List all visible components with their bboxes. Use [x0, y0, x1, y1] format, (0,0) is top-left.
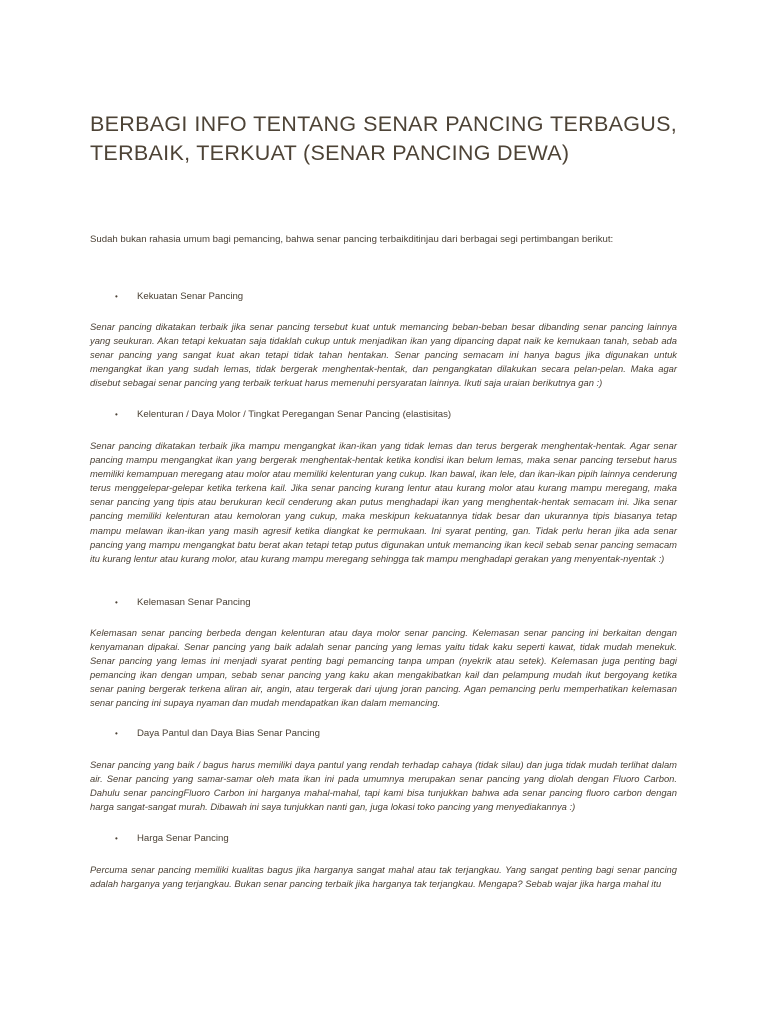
- section-heading-text: Kelemasan Senar Pancing: [137, 597, 251, 608]
- section-heading-kelemasan: [115, 596, 251, 609]
- section-paragraph-kelemasan: Kelemasan senar pancing berbeda dengan kelenturan atau daya molor senar pancing. Kelemasan senar pancing ini berkaitan dengan kenyamanan dipakai. Senar pancing yang baik adalah senar pancing yang lemas yaitu tidak kaku seperti kawat, tidak mudah menekuk. Senar pancing yang lemas ini menjadi syarat penting bagi pemancing tanpa umpan (nyekrik atau setek). Kelemasan juga penting bagi pemancing ikan dengan umpan, sebab senar pancing yang kaku akan mengakibatkan kail dan pelampung mudah ikut bergoyang ketika senar paning bergerak terkena aliran air, angin, atau tergerak dari ujung joran pancing. Agan pemancing perlu memperhatikan kelemasan senar pancing ini supaya nyaman dan mudah mendapatkan ikan dalam memancing.: [90, 627, 677, 709]
- bullet-icon: •: [115, 292, 118, 301]
- section-paragraph-daya-pantul: Senar pancing yang baik / bagus harus memiliki daya pantul yang rendah terhadap cahaya (tidak silau) dan juga tidak mudah terlihat dalam air. Senar pancing yang samar-samar oleh mata ikan ini pada umumnya merupakan senar pancing yang diolah dengan Fluoro Carbon. Dahulu senar pancingFluoro Carbon ini harganya mahal-mahal, tapi kami bisa tunjukkan bahwa ada senar pancing fluoro carbon dengan harga sangat-sangat murah. Dibawah ini saya tunjukkan nanti gan, juga lokasi toko pancing yang menyediakannya :): [90, 759, 677, 813]
- section-paragraph-kekuatan: Senar pancing dikatakan terbaik jika senar pancing tersebut kuat untuk memancing beban-beban besar dibanding senar pancing lainnya yang seukuran. Akan tetapi kekuatan saja tidaklah cukup untuk menjadikan ikan yang dipancing dapat naik ke kemukaan tanah, sebab ada senar pancing yang sangat kuat akan tetapi tidak tahan hentakan. Senar pancing semacam ini hanya bagus jika digunakan untuk mengangkat ikan yang sudah lemas, tidak bergerak menghentak-hentak, dan pengangkatan dilakukan secara pelan-pelan. Maka agar disebut sebagai senar pancing yang terbaik terkuat harus memenuhi persyaratan lainnya. Ikuti saja uraian berikutnya gan :): [90, 321, 677, 389]
- section-heading-text: Daya Pantul dan Daya Bias Senar Pancing: [137, 728, 320, 739]
- section-heading-text: Kekuatan Senar Pancing: [137, 291, 244, 302]
- bullet-icon: •: [115, 729, 118, 738]
- bullet-icon: •: [115, 410, 118, 419]
- bullet-icon: •: [115, 834, 118, 843]
- section-paragraph-harga: Percuma senar pancing memiliki kualitas bagus jika harganya sangat mahal atau tak terjangkau. Yang sangat penting bagi senar pancing adalah harganya yang terjangkau. Bukan senar pancing terbaik jika harganya tak terjangkau. Mengapa? Sebab wajar jika harga mahal itu: [90, 864, 677, 890]
- bullet-icon: •: [115, 598, 118, 607]
- section-heading-kekuatan: [115, 290, 243, 303]
- section-heading-kelenturan: [115, 408, 451, 421]
- document-title: BERBAGI INFO TENTANG SENAR PANCING TERBAGUS, TERBAIK, TERKUAT (SENAR PANCING DEWA): [90, 112, 677, 165]
- section-heading-text: Kelenturan / Daya Molor / Tingkat Peregangan Senar Pancing (elastisitas): [137, 409, 452, 420]
- section-paragraph-kelenturan: Senar pancing dikatakan terbaik jika mampu mengangkat ikan-ikan yang tidak lemas dan terus bergerak menghentak-hentak. Agar senar pancing mampu mengangkat ikan yang bergerak menghentak-hentak ketika kondisi ikan belum lemas, maka senar pancing tersebut harus memiliki kemampuan meregang atau molor atau memiliki kelenturan yang cukup. Ikan bawal, ikan lele, dan ikan-ikan pipih lainnya cenderung terus menggelepar-gelepar ketika terkena kail. Jika senar pancing kurang lentur atau kurang molor atau kurang mampu meregang, maka senar pancing yang tipis atau berukuran kecil cenderung akan putus menghadapi ikan yang menghentak-hentak semacam ini. Jika senar pancing memiliki kelenturan atau kemoloran yang cukup, maka meskipun kekuatannya tidak besar dan ukurannya tipis biasanya tetap mampu melawan ikan-ikan yang masih agresif ketika diangkat ke permukaan. Ini syarat penting, gan. Tidak perlu heran jika ada senar pancing yang mampu mengangkat batu berat akan tetapi tetap putus digunakan untuk memancing ikan kecil sebab senar pancing semacam itu kurang lentur atau kurang molor, atau kurang mampu meregang sehingga tak mampu menghadapi gerakan yang menyentak-nyentak :): [90, 440, 677, 564]
- section-heading-text: Harga Senar Pancing: [137, 833, 229, 844]
- intro-paragraph: Sudah bukan rahasia umum bagi pemancing, bahwa senar pancing terbaikditinjau dari berbagai segi pertimbangan berikut:: [90, 234, 614, 245]
- section-heading-harga: [115, 832, 229, 845]
- section-heading-daya-pantul: [115, 727, 320, 740]
